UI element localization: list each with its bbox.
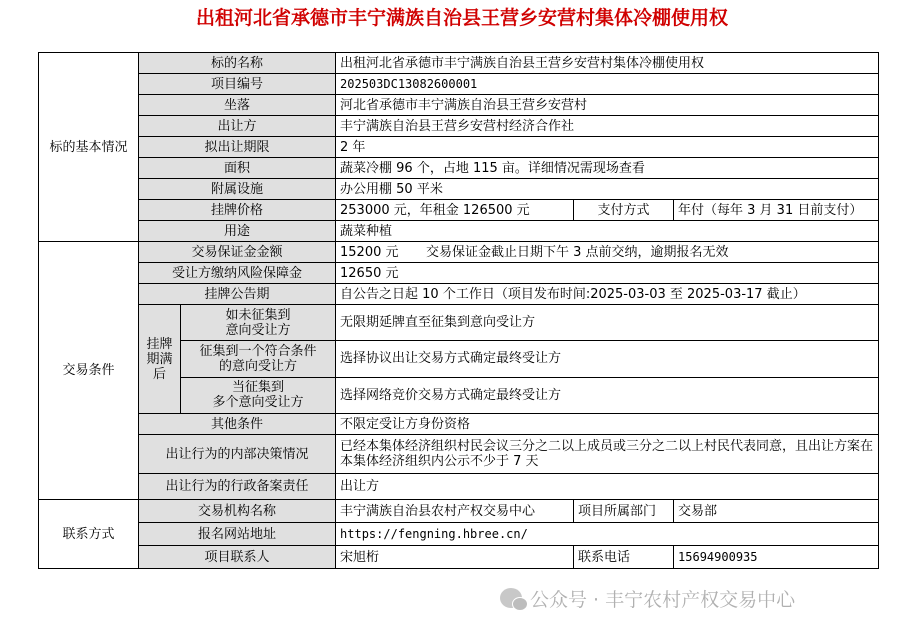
value-transferor: 丰宁满族自治县王营乡安营村经济合作社	[336, 116, 879, 137]
label-contact-person: 项目联系人	[139, 546, 336, 569]
value-website[interactable]: https://fengning.hbree.cn/	[336, 523, 879, 546]
deposit-amount: 15200 元	[340, 244, 399, 260]
value-no-bidder: 无限期延牌直至征集到意向受让方	[336, 305, 879, 341]
value-term: 2 年	[336, 137, 879, 158]
label-payment-method: 支付方式	[574, 200, 674, 221]
label-area: 面积	[139, 158, 336, 179]
value-risk-deposit: 12650 元	[336, 263, 879, 284]
basic-row-location	[39, 95, 879, 116]
value-price: 253000 元，年租金 126500 元	[336, 200, 574, 221]
listing-table	[38, 52, 879, 569]
label-risk-deposit: 受让方缴纳风险保障金	[139, 263, 336, 284]
value-department: 交易部	[674, 500, 879, 523]
trade-row-period	[39, 284, 879, 305]
value-deposit	[336, 242, 879, 263]
trade-row-risk	[39, 263, 879, 284]
basic-row-term	[39, 137, 879, 158]
after-expiry-line-3: 后	[152, 366, 166, 382]
label-department: 项目所属部门	[574, 500, 674, 523]
multi-bidder-line-1: 当征集到	[232, 380, 285, 396]
label-object-name: 标的名称	[139, 53, 336, 74]
label-term: 拟出让期限	[139, 137, 336, 158]
value-listing-period: 自公告之日起 10 个工作日（项目发布时间:2025-03-03 至 2025-03-17 截止）	[336, 284, 879, 305]
basic-row-price	[39, 200, 879, 221]
no-bidder-line-1: 如未征集到	[225, 307, 291, 323]
label-listing-period: 挂牌公告期	[139, 284, 336, 305]
basic-row-use	[39, 221, 879, 242]
label-admin-filing: 出让行为的行政备案责任	[139, 474, 336, 500]
no-bidder-line-2: 意向受让方	[225, 322, 291, 338]
deposit-note: 交易保证金截止日期下午 3 点前交纳，逾期报名无效	[426, 244, 729, 260]
category-basic: 标的基本情况	[39, 53, 139, 242]
watermark	[500, 585, 795, 611]
label-website: 报名网站地址	[139, 523, 336, 546]
value-other-conditions: 不限定受让方身份资格	[336, 414, 879, 435]
label-multi-bidder	[181, 377, 336, 413]
value-internal-decision: 已经本集体经济组织村民会议三分之二以上成员或三分之二以上村民代表同意，且出让方案在本集体经济组织内公示不少于 7 天	[336, 435, 879, 474]
category-contact: 联系方式	[39, 500, 139, 569]
label-no-bidder	[181, 305, 336, 341]
value-location: 河北省承德市丰宁满族自治县王营乡安营村	[336, 95, 879, 116]
basic-row-facilities	[39, 179, 879, 200]
label-price: 挂牌价格	[139, 200, 336, 221]
after-expiry-line-2: 期满	[146, 351, 173, 367]
trade-row-filing	[39, 474, 879, 500]
label-other-conditions: 其他条件	[139, 414, 336, 435]
contact-row-agency	[39, 500, 879, 523]
value-payment-method: 年付（每年 3 月 31 日前支付）	[674, 200, 879, 221]
contact-row-person	[39, 546, 879, 569]
document-title: 出租河北省承德市丰宁满族自治县王营乡安营村集体冷棚使用权	[195, 7, 728, 29]
value-contact-person: 宋旭桁	[336, 546, 574, 569]
trade-row-decision	[39, 435, 879, 474]
label-phone: 联系电话	[574, 546, 674, 569]
one-bidder-line-1: 征集到一个符合条件	[199, 343, 317, 359]
basic-row-project-no	[39, 74, 879, 95]
label-one-bidder	[181, 341, 336, 377]
one-bidder-line-2: 的意向受让方	[219, 358, 298, 374]
value-project-no: 202503DC13082600001	[336, 74, 879, 95]
label-transferor: 出让方	[139, 116, 336, 137]
label-location: 坐落	[139, 95, 336, 116]
contact-row-website	[39, 523, 879, 546]
value-multi-bidder: 选择网络竞价交易方式确定最终受让方	[336, 377, 879, 413]
trade-row-expiry-1	[39, 305, 879, 341]
label-use: 用途	[139, 221, 336, 242]
multi-bidder-line-2: 多个意向受让方	[212, 395, 304, 411]
label-project-no: 项目编号	[139, 74, 336, 95]
category-trade: 交易条件	[39, 242, 139, 500]
basic-row-transferor	[39, 116, 879, 137]
value-one-bidder: 选择协议出让交易方式确定最终受让方	[336, 341, 879, 377]
value-area: 蔬菜冷棚 96 个，占地 115 亩。详细情况需现场查看	[336, 158, 879, 179]
basic-row-name	[39, 53, 879, 74]
value-object-name: 出租河北省承德市丰宁满族自治县王营乡安营村集体冷棚使用权	[336, 53, 879, 74]
trade-row-other	[39, 414, 879, 435]
label-facilities: 附属设施	[139, 179, 336, 200]
value-admin-filing: 出让方	[336, 474, 879, 500]
watermark-text: 公众号 · 丰宁农村产权交易中心	[530, 588, 796, 611]
basic-row-area	[39, 158, 879, 179]
after-expiry-line-1: 挂牌	[146, 336, 173, 352]
value-use: 蔬菜种植	[336, 221, 879, 242]
value-facilities: 办公用棚 50 平米	[336, 179, 879, 200]
label-deposit: 交易保证金金额	[139, 242, 336, 263]
label-after-expiry	[139, 305, 181, 414]
trade-row-deposit	[39, 242, 879, 263]
label-agency: 交易机构名称	[139, 500, 336, 523]
label-internal-decision: 出让行为的内部决策情况	[139, 435, 336, 474]
wechat-icon	[500, 588, 522, 608]
value-phone: 15694900935	[674, 546, 879, 569]
value-agency: 丰宁满族自治县农村产权交易中心	[336, 500, 574, 523]
